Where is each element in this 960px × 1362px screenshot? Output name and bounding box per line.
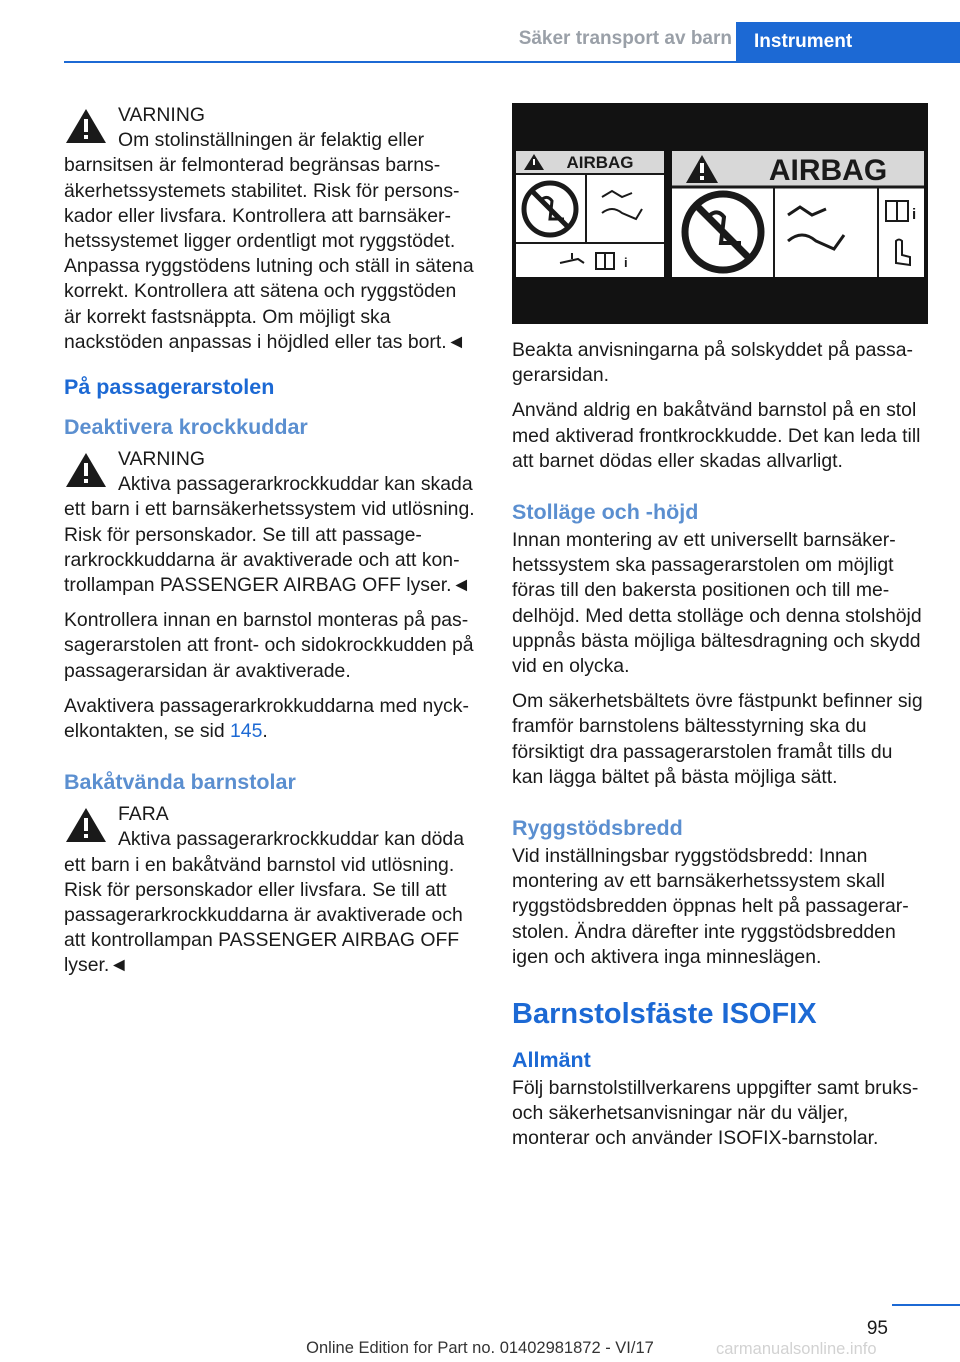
paragraph-text: . [262,720,268,743]
airbag-text-small: AIRBAG [566,153,634,172]
heading-seat-position: Stolläge och -höjd [512,500,699,525]
warning-triangle-icon [64,451,108,489]
paragraph: Använd aldrig en bakåtvänd barnstol på en stol med aktiverad frontkrockkudde. Det kan leda till att barnet dödas eller skadas allvarligt. [512,399,921,472]
danger-box [64,802,478,978]
heading-backrest-width: Ryggstödsbredd [512,816,683,841]
header-rule [64,61,960,63]
warning-text: Om stolinställningen är felaktig eller barnsitsen är felmonterad begränsas barnsäkerhetssystemets stabilitet. Risk för personskador eller livsfara. Kontrollera att barnsäkerhetssystemet ligger ordentligt mot ryggstödet. Anpassa ryggstödens lutning och ställ in sätena korrekt. Kontrollera att sätena och ryggstöden är korrekt fastsnäppta. Om möjligt ska nackstöden anpassas i höjdled eller tas bort.◄ [64,129,474,353]
paragraph-text: Avaktivera passagerarkrokkuddarna med nyckelkontakten, se sid [64,694,469,743]
right-column [512,103,928,1162]
footer-edition: Online Edition for Part no. 01402981872 - VI/17 [306,1339,654,1357]
paragraph: Beakta anvisningarna på solskyddet på passagerarsidan. [512,339,914,387]
heading-rear-facing-seats: Bakåtvända barnstolar [64,770,296,795]
heading-passenger-seat: På passagerarstolen [64,375,275,400]
warning-triangle-icon [64,107,108,145]
warning-title: VARNING [118,104,205,126]
page-reference-link[interactable]: 145 [230,720,263,743]
warning-box-seat-setting [64,103,478,355]
heading-isofix: Barnstolsfäste ISOFIX [512,998,817,1031]
heading-deactivate-airbags: Deaktivera krockkuddar [64,415,308,440]
paragraph: Om säkerhetsbältets övre fästpunkt befinner sig framför barnstolens bältesstyrning ska du försiktigt dra passagerarstolen framåt tills du kan lägga bältet på bästa möjliga sätt. [512,690,923,788]
danger-title: FARA [118,803,169,826]
watermark: carmanualsonline.info [716,1340,877,1358]
heading-general: Allmänt [512,1048,591,1073]
airbag-warning-label-image [512,103,928,324]
warning-box-airbag [64,447,478,598]
left-column [64,103,478,989]
header-section-title: Säker transport av barn [518,28,732,49]
svg-text:i: i [912,206,917,223]
paragraph: Innan montering av ett universellt barnsäkerhetssystem ska passagerarstolen om möjligt föras till den bakersta positionen och till medelhöjd. Med detta stolläge och denna stolshöjd uppnås bästa möjliga bältesdragning och skydd vid en olycka. [512,529,922,678]
danger-text: Aktiva passagerarkrockkuddar kan döda ett barn i en bakåtvänd barnstol vid utlösning. Risk för personskador eller livsfara. Se till att passagerarkrockkuddarna är avaktiverade och att kontrollampan PASSENGER AIRBAG OFF lyser.◄ [64,828,464,977]
paragraph: Vid inställningsbar ryggstödsbredd: Innan montering av ett barnsäkerhetssystem skall ryggstödsbredden öppnas helt på passagerarstolen. Ändra därefter inte ryggstödsbredden igen och aktivera inga minneslägen. [512,845,909,968]
warning-triangle-icon [64,806,108,844]
warning-text: Aktiva passagerarkrockkuddar kan skada ett barn i ett barnsäkerhetssystem vid utlösning. Risk för personskador. Se till att passagerarkrockkuddarna är avaktiverade och att kontrollampan PASSENGER AIRBAG OFF lyser.◄ [64,473,475,597]
footer-rule [892,1304,960,1306]
header-chapter-tab[interactable]: Instrument [736,22,960,62]
airbag-text-large: AIRBAG [768,154,888,187]
paragraph: Följ barnstolstillverkarens uppgifter samt bruks- och säkerhetsanvisningar när du väljer, monterar och använder ISOFIX-barnstolar. [512,1077,919,1150]
page-number: 95 [866,1318,888,1339]
paragraph-with-link [64,694,478,744]
svg-text:i: i [624,255,628,270]
paragraph: Kontrollera innan en barnstol monteras på passagerarstolen att front- och sidokrockkudden på passagerarsidan är avaktiverade. [64,609,474,682]
airbag-label-graphic [512,103,928,324]
warning-title: VARNING [118,448,205,471]
